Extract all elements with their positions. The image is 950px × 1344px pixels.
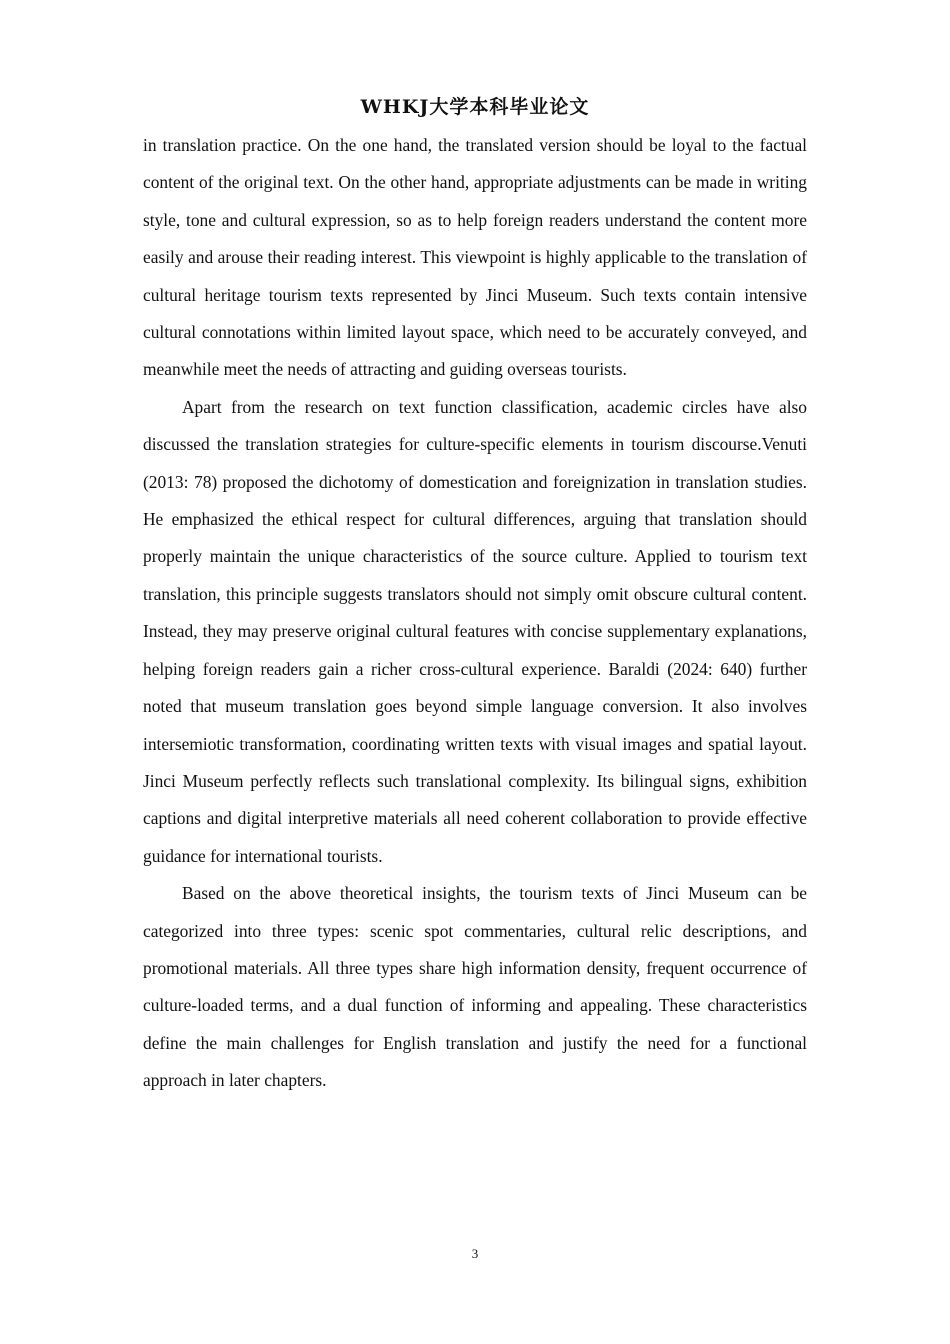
paragraph-continued: in translation practice. On the one hand, the translated version should be loyal to the factual content of the original text. On the other hand, appropriate adjustments can be made in writing style, tone and cultural expression, so as to help foreign readers understand the content more easily and arouse their reading interest. This viewpoint is highly applicable to the translation of cultural heritage tourism texts represented by Jinci Museum. Such texts contain intensive cultural connotations within limited layout space, which need to be accurately conveyed, and meanwhile meet the needs of attracting and guiding overseas tourists. — [143, 135, 807, 380]
running-header: WHKJ大学本科毕业论文 — [360, 96, 590, 118]
header-divider — [143, 125, 807, 126]
paragraph-text-categories: Based on the above theoretical insights, the tourism texts of Jinci Museum can be categorized into three types: scenic spot commentaries, cultural relic descriptions, and promotional materials. All three types share high information density, frequent occurrence of culture-loaded terms, and a dual function of informing and appealing. These characteristics define the main challenges for English translation and justify the need for a functional approach in later chapters. — [143, 883, 807, 1091]
page-number: 3 — [471, 1246, 479, 1261]
paragraph-translation-strategies: Apart from the research on text function classification, academic circles have also discussed the translation strategies for culture-specific elements in tourism discourse.Venuti (2013: 78) proposed the dichotomy of domestication and foreignization in translation studies. He emphasized the ethical respect for cultural differences, arguing that translation should properly maintain the unique characteristics of the source culture. Applied to tourism text translation, this principle suggests translators should not simply omit obscure cultural content. Instead, they may preserve original cultural features with concise supplementary explanations, helping foreign readers gain a richer cross-cultural experience. Baraldi (2024: 640) further noted that museum translation goes beyond simple language conversion. It also involves intersemiotic transformation, coordinating written texts with visual images and spatial layout. Jinci Museum perfectly reflects such translational complexity. Its bilingual signs, exhibition captions and digital interpretive materials all need coherent collaboration to provide effective guidance for international tourists. — [143, 396, 807, 866]
body-text — [143, 127, 807, 1100]
